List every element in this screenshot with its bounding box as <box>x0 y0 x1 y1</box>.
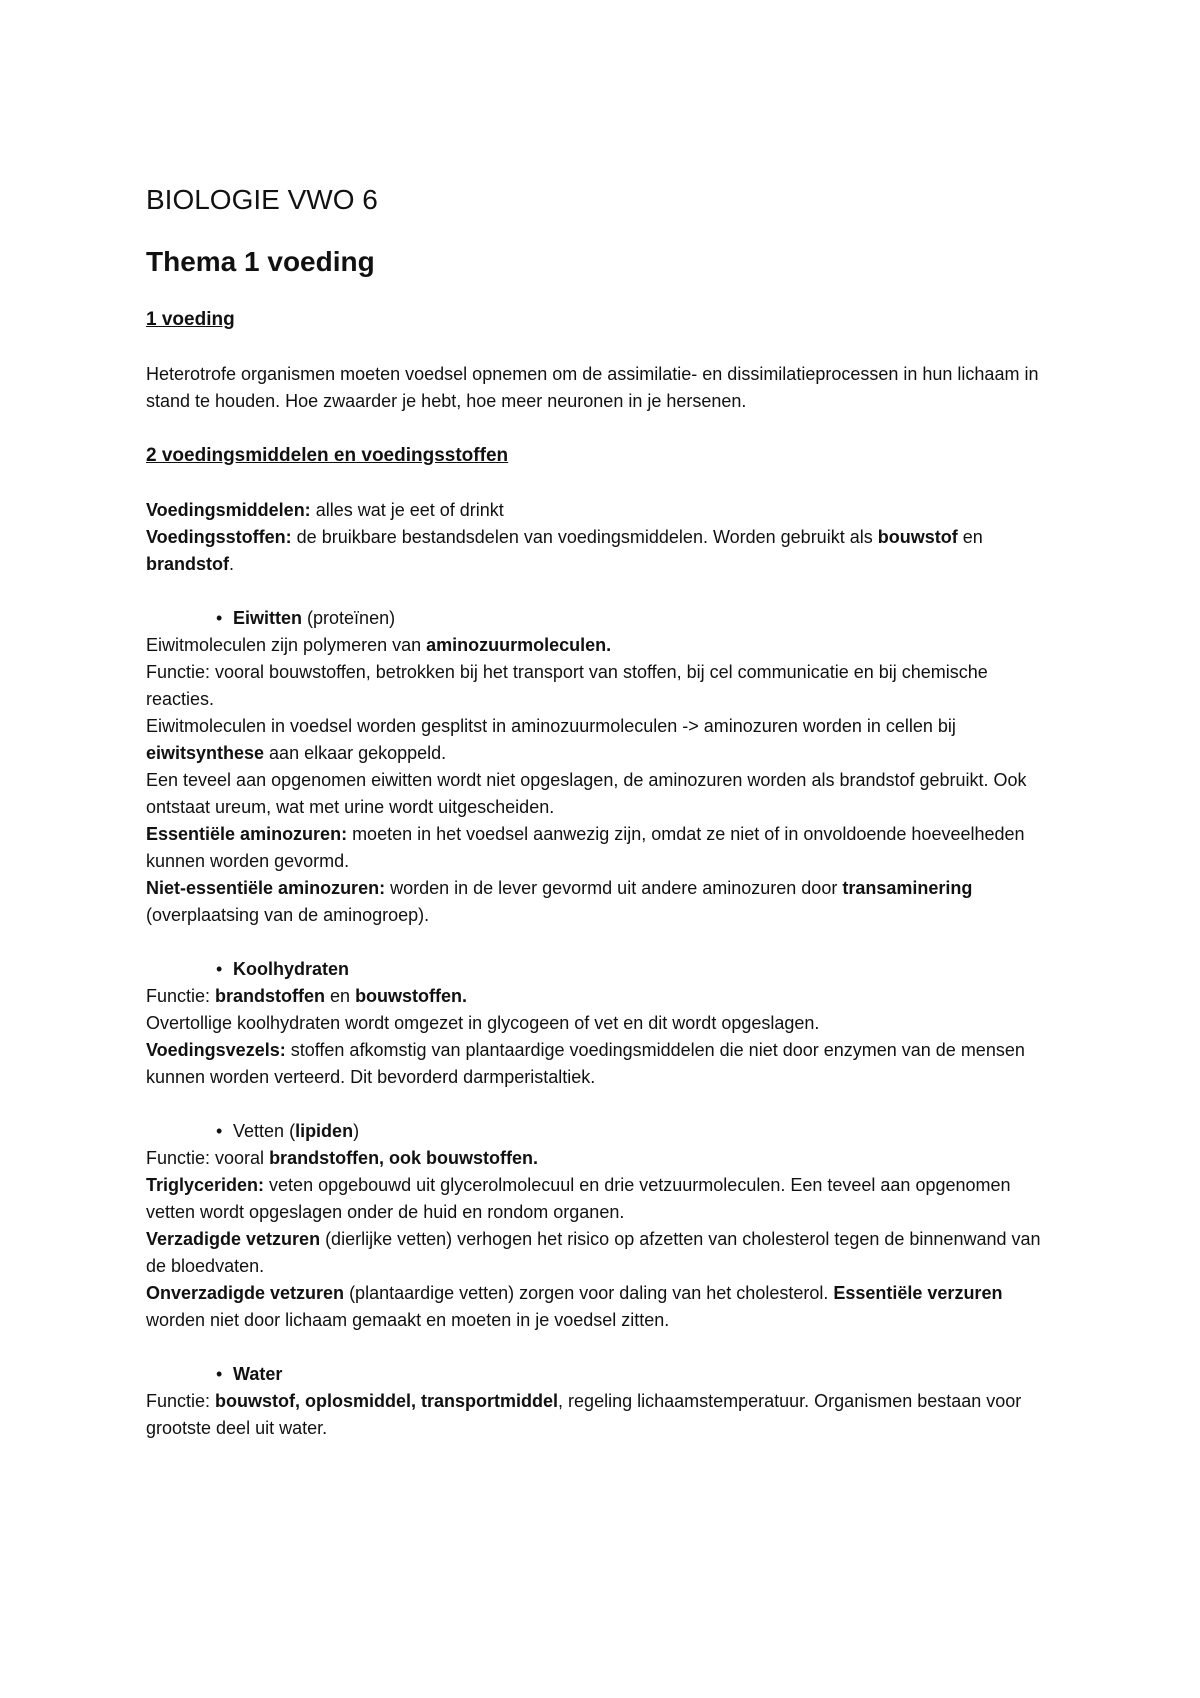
term: bouwstof <box>877 527 958 547</box>
topic-koolhydraten <box>146 956 1060 1091</box>
term: transaminering <box>842 878 973 898</box>
term: Essentiële verzuren <box>833 1283 1003 1303</box>
text: Functie: vooral <box>146 1148 270 1168</box>
text: Eiwitmoleculen in voedsel worden gesplitst in aminozuurmoleculen -> aminozuren worden in cellen bij <box>146 716 956 736</box>
term: brandstoffen, ook bouwstoffen. <box>269 1148 539 1168</box>
line <box>146 875 1060 929</box>
line: Overtollige koolhydraten wordt omgezet in glycogeen of vet en dit wordt opgeslagen. <box>146 1013 820 1033</box>
line <box>146 632 1060 659</box>
bullet-heading <box>146 605 1060 632</box>
line: Een teveel aan opgenomen eiwitten wordt niet opgeslagen, de aminozuren worden als brandstof gebruikt. Ook ontstaat ureum, wat met urine wordt uitgescheiden. <box>146 770 1027 817</box>
line: Functie: vooral bouwstoffen, betrokken bij het transport van stoffen, bij cel communicatie en bij chemische reacties. <box>146 662 988 709</box>
term: Koolhydraten <box>233 959 350 979</box>
text: (overplaatsing van de aminogroep). <box>146 905 430 925</box>
text: (dierlijke vetten) verhogen het risico op afzetten van cholesterol tegen de binnenwand van de bloedvaten. <box>146 1229 1041 1276</box>
text: en <box>957 527 983 547</box>
text: de bruikbare bestandsdelen van voedingsmiddelen. Worden gebruikt als <box>291 527 878 547</box>
term: Essentiële aminozuren: <box>146 824 348 844</box>
text: Vetten ( <box>233 1121 296 1141</box>
term: Voedingsstoffen: <box>146 527 292 547</box>
text: ) <box>353 1121 360 1141</box>
text: (plantaardige vetten) zorgen voor daling van het cholesterol. <box>344 1283 834 1303</box>
text: Eiwitmoleculen zijn polymeren van <box>146 635 427 655</box>
section-1-body <box>146 361 1060 415</box>
text: (proteïnen) <box>302 608 396 628</box>
paragraph: Heterotrofe organismen moeten voedsel opnemen om de assimilatie- en dissimilatieprocessen in hun lichaam in stand te houden. Hoe zwaarder je hebt, hoe meer neuronen in je hersenen. <box>146 364 1039 411</box>
topic-eiwitten <box>146 605 1060 929</box>
bullet-heading <box>146 956 1060 983</box>
term: Eiwitten <box>233 608 303 628</box>
text: stoffen afkomstig van plantaardige voedingsmiddelen die niet door enzymen van de mensen kunnen worden verteerd. Dit bevorderd darmperistaltiek. <box>146 1040 1025 1087</box>
line <box>146 1388 1060 1442</box>
topic-water <box>146 1361 1060 1442</box>
text: worden niet door lichaam gemaakt en moeten in je voedsel zitten. <box>146 1310 670 1330</box>
term: Voedingsmiddelen: <box>146 500 311 520</box>
term: Niet-essentiële aminozuren: <box>146 878 386 898</box>
term: Onverzadigde vetzuren <box>146 1283 345 1303</box>
text: veten opgebouwd uit glycerolmolecuul en drie vetzuurmoleculen. Een teveel aan opgenomen vetten wordt opgeslagen onder de huid en rondom organen. <box>146 1175 1011 1222</box>
document-subtitle: Thema 1 voeding <box>146 246 375 277</box>
line <box>146 1280 1060 1334</box>
text: Functie: <box>146 1391 216 1411</box>
text: worden in de lever gevormd uit andere aminozuren door <box>385 878 843 898</box>
line <box>146 1145 1060 1172</box>
line <box>146 821 1060 875</box>
term: Voedingsvezels: <box>146 1040 286 1060</box>
definition-line <box>146 524 1060 578</box>
text: Functie: <box>146 986 216 1006</box>
definition-line <box>146 497 1060 524</box>
term: Triglyceriden: <box>146 1175 265 1195</box>
term: Verzadigde vetzuren <box>146 1229 321 1249</box>
line <box>146 1037 1060 1091</box>
term: lipiden <box>295 1121 354 1141</box>
bullet-icon: • <box>216 959 223 979</box>
bullet-icon: • <box>216 1121 223 1141</box>
document-title: BIOLOGIE VWO 6 <box>146 184 378 215</box>
text: , regeling lichaamstemperatuur. Organismen bestaan voor grootste deel uit water. <box>146 1391 1022 1438</box>
line <box>146 713 1060 767</box>
term: eiwitsynthese <box>146 743 265 763</box>
text: aan elkaar gekoppeld. <box>264 743 447 763</box>
section-heading-1: 1 voeding <box>146 309 235 330</box>
line <box>146 983 1060 1010</box>
term: Water <box>233 1364 283 1384</box>
topic-vetten <box>146 1118 1060 1334</box>
term: bouwstof, oplosmiddel, transportmiddel <box>215 1391 559 1411</box>
bullet-heading <box>146 1361 1060 1388</box>
line <box>146 1172 1060 1226</box>
term: brandstof <box>146 554 229 574</box>
line <box>146 1226 1060 1280</box>
bullet-icon: • <box>216 608 223 628</box>
term: aminozuurmoleculen. <box>426 635 612 655</box>
section-2-definitions <box>146 497 1060 578</box>
section-heading-2: 2 voedingsmiddelen en voedingsstoffen <box>146 445 509 466</box>
text: alles wat je eet of drinkt <box>310 500 504 520</box>
text: en <box>325 986 356 1006</box>
text: moeten in het voedsel aanwezig zijn, omdat ze niet of in onvoldoende hoeveelheden kunnen worden gevormd. <box>146 824 1025 871</box>
text: . <box>229 554 235 574</box>
term: bouwstoffen. <box>355 986 468 1006</box>
term: brandstoffen <box>215 986 326 1006</box>
bullet-heading <box>146 1118 1060 1145</box>
bullet-icon: • <box>216 1364 223 1384</box>
